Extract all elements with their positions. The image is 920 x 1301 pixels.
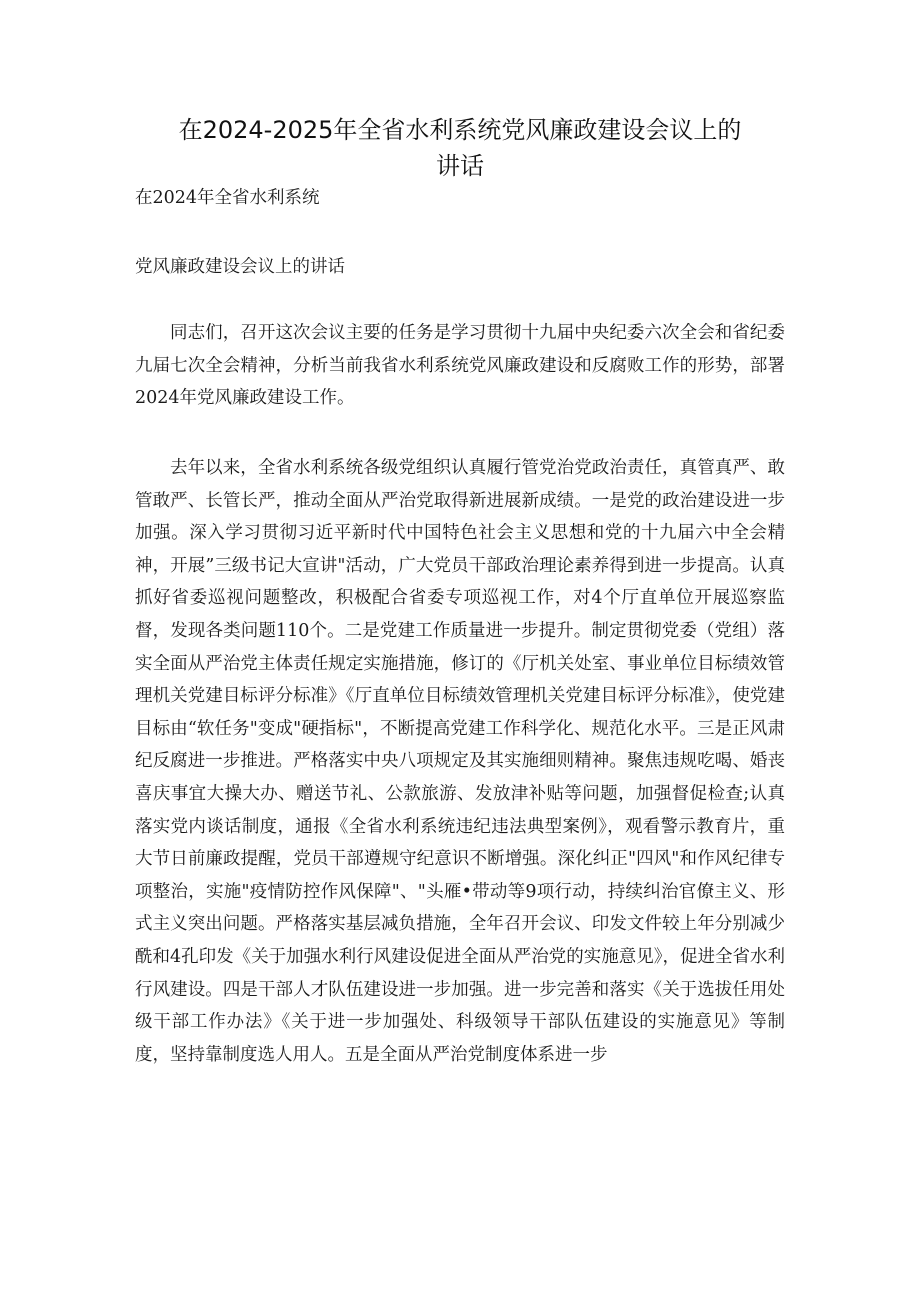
document-title-line-2: 讲话 bbox=[436, 152, 484, 180]
paragraph-review: 去年以来，全省水利系统各级党组织认真履行管党治党政治责任，真管真严、敢管敢严、长管长严，推动全面从严治党取得新进展新成绩。一是党的政治建设进一步加强。深入学习贯彻习近平新时代中国特色社会主义思想和党的十九届六中全会精神，开展”三级书记大宣讲"活动，广大党员干部政治理论素养得到进一步提高。认真抓好省委巡视问题整改，积极配合省委专项巡视工作，对4个厅直单位开展巡察监督，发现各类问题110个。二是党建工作质量进一步提升。制定贯彻党委（党组）落实全面从严治党主体责任规定实施措施，修订的《厅机关处室、事业单位目标绩效管理机关党建目标评分标准》《厅直单位目标绩效管理机关党建目标评分标准》，使党建目标由“软任务"变成"硬指标"，不断提高党建工作科学化、规范化水平。三是正风肃纪反腐进一步推进。严格落实中央八项规定及其实施细则精神。聚焦违规吃喝、婚丧喜庆事宜大操大办、赠送节礼、公款旅游、发放津补贴等问题，加强督促检查;认真落实党内谈话制度，通报《全省水利系统违纪违法典型案例》，观看警示教育片，重大节日前廉政提醒，党员干部遵规守纪意识不断增强。深化纠正"四风"和作风纪律专项整治，实施"疫情防控作风保障"、"头雁•带动等9项行动，持续纠治官僚主义、形式主义突出问题。严格落实基层减负措施，全年召开会议、印发文件较上年分别减少酰和4孔印发《关于加强水利行风建设促进全面从严治党的实施意见》，促进全省水利行风建设。四是干部人才队伍建设进一步加强。进一步完善和落实《关于选拔任用处级干部工作办法》《关于进一步加强处、科级领导干部队伍建设的实施意见》等制度，坚持靠制度选人用人。五是全面从严治党制度体系进一步 bbox=[135, 458, 785, 1065]
subtitle-line-2: 党风廉政建设会议上的讲话 bbox=[135, 257, 345, 277]
document-title-line-1: 在2024-2025年全省水利系统党风廉政建设会议上的 bbox=[178, 116, 742, 144]
paragraph-opening: 同志们，召开这次会议主要的任务是学习贯彻十九届中央纪委六次全会和省纪委九届七次全会精神，分析当前我省水利系统党风廉政建设和反腐败工作的形势，部署2024年党风廉政建设工作。 bbox=[135, 323, 785, 408]
document-title bbox=[0, 112, 920, 184]
subtitle-line-1: 在2024年全省水利系统 bbox=[135, 188, 320, 208]
